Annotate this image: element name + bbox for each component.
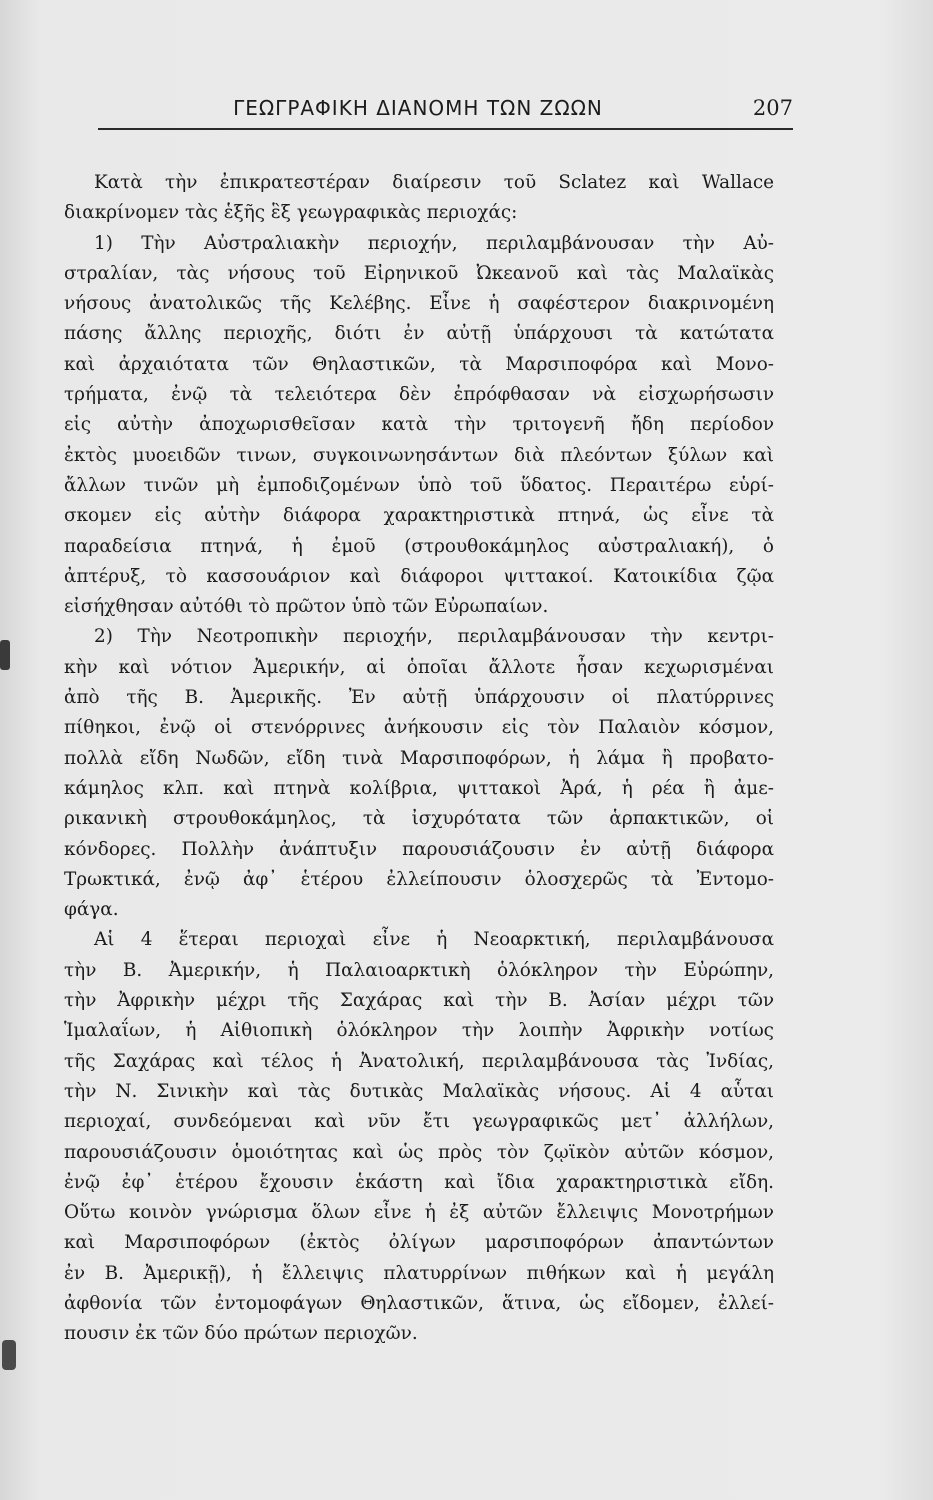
text-line: καὶ Μαρσιποφόρων (ἐκτὸς ὀλίγων μαρσιποφόρων ἀπαντώντων bbox=[64, 1232, 774, 1254]
text-line: πολλὰ εἴδη Νωδῶν, εἴδη τινὰ Μαρσιποφόρων, ἡ λάμα ἢ προβατο- bbox=[64, 747, 774, 769]
text-line: Ἱμαλαΐων, ἡ Αἰθιοπικὴ ὁλόκληρον τὴν λοιπὴν Ἀφρικὴν νοτίως bbox=[64, 1020, 774, 1042]
text-line: εἰς αὐτὴν ἀποχωρισθεῖσαν κατὰ τὴν τριτογενῆ ἤδη περίοδον bbox=[64, 414, 774, 436]
text-line: εἰσήχθησαν αὐτόθι τὸ πρῶτον ὑπὸ τῶν Εὐρωπαίων. bbox=[64, 596, 549, 618]
text-line: Κατὰ τὴν ἐπικρατεστέραν διαίρεσιν τοῦ Sclatez καὶ Wallace bbox=[94, 172, 774, 193]
text-line: τὴν Ἀφρικὴν μέχρι τῆς Σαχάρας καὶ τὴν Β. Ἀσίαν μέχρι τῶν bbox=[64, 990, 774, 1012]
text-line: ἀπτέρυξ, τὸ κασσουάριον καὶ διάφοροι ψιττακοί. Κατοικίδια ζῷα bbox=[64, 565, 774, 587]
text-line: νήσους ἀνατολικῶς τῆς Κελέβης. Εἶνε ἡ σαφέστερον διακρινομένη bbox=[64, 293, 774, 315]
text-line: σκομεν εἰς αὐτὴν διάφορα χαρακτηριστικὰ πτηνά, ὡς εἶνε τὰ bbox=[64, 505, 774, 527]
text-line: ἄλλων τινῶν μὴ ἐμποδιζομένων ὑπὸ τοῦ ὕδατος. Περαιτέρω εὑρί- bbox=[64, 474, 774, 496]
text-line: 1) Τὴν Αὐστραλιακὴν περιοχήν, περιλαμβάνουσαν τὴν Αὐ- bbox=[94, 232, 774, 254]
text-line: κάμηλος κλπ. καὶ πτηνὰ κολίβρια, ψιττακοὶ Ἀρά, ἡ ρέα ἢ ἀμε- bbox=[64, 777, 774, 799]
page-edge-mark bbox=[2, 1340, 16, 1370]
text-line: τὴν Ν. Σινικὴν καὶ τὰς δυτικὰς Μαλαϊκὰς νήσους. Αἱ 4 αὗται bbox=[64, 1080, 774, 1102]
page-number: 207 bbox=[752, 96, 793, 120]
text-line: πουσιν ἐκ τῶν δύο πρώτων περιοχῶν. bbox=[64, 1323, 418, 1345]
text-line: περιοχαί, συνδεόμεναι καὶ νῦν ἔτι γεωγραφικῶς μετ᾽ ἀλλήλων, bbox=[64, 1111, 774, 1133]
text-line: Τρωκτικά, ἐνῷ ἀφ᾽ ἑτέρου ἐλλείπουσιν ὁλοσχερῶς τὰ Ἐντομο- bbox=[64, 868, 774, 890]
header-title: ΓΕΩΓΡΑΦΙΚΗ ΔΙΑΝΟΜΗ ΤΩΝ ΖΩΩΝ bbox=[233, 96, 603, 120]
text-line: πάσης ἄλλης περιοχῆς, διότι ἐν αὐτῇ ὑπάρχουσι τὰ κατώτατα bbox=[64, 323, 774, 345]
header-rule bbox=[98, 128, 793, 130]
text-line: τρήματα, ἐνῷ τὰ τελειότερα δὲν ἐπρόφθασαν νὰ εἰσχωρήσωσιν bbox=[64, 384, 774, 406]
text-line: διακρίνομεν τὰς ἑξῆς ἓξ γεωγραφικὰς περιοχάς: bbox=[64, 202, 518, 224]
text-line: τῆς Σαχάρας καὶ τέλος ἡ Ἀνατολική, περιλαμβάνουσα τὰς Ἰνδίας, bbox=[64, 1050, 774, 1072]
text-line: Οὕτω κοινὸν γνώρισμα ὅλων εἶνε ἡ ἐξ αὐτῶν ἔλλειψις Μονοτρήμων bbox=[64, 1202, 774, 1224]
text-line: παρουσιάζουσιν ὁμοιότητας καὶ ὡς πρὸς τὸν ζῳϊκὸν αὐτῶν κόσμον, bbox=[64, 1141, 774, 1163]
text-line: φάγα. bbox=[64, 899, 119, 921]
text-line: 2) Τὴν Νεοτροπικὴν περιοχήν, περιλαμβάνουσαν τὴν κεντρι- bbox=[94, 626, 774, 648]
text-line: ἐκτὸς μυοειδῶν τινων, συγκοινωνησάντων διὰ πλεόντων ξύλων καὶ bbox=[64, 444, 774, 466]
text-line: Αἱ 4 ἕτεραι περιοχαὶ εἶνε ἡ Νεοαρκτική, περιλαμβάνουσα bbox=[94, 929, 774, 951]
text-line: ἀφθονία τῶν ἐντομοφάγων Θηλαστικῶν, ἅτινα, ὡς εἴδομεν, ἐλλεί- bbox=[64, 1292, 774, 1314]
text-line: καὶ ἀρχαιότατα τῶν Θηλαστικῶν, τὰ Μαρσιποφόρα καὶ Μονο- bbox=[64, 353, 774, 375]
text-line: ἐν Β. Ἀμερικῇ), ἡ ἔλλειψις πλατυρρίνων πιθήκων καὶ ἡ μεγάλη bbox=[64, 1262, 774, 1284]
text-line: τὴν Β. Ἀμερικήν, ἡ Παλαιοαρκτικὴ ὁλόκληρον τὴν Εὐρώπην, bbox=[64, 959, 774, 981]
text-line: κόνδορες. Πολλὴν ἀνάπτυξιν παρουσιάζουσιν ἐν αὐτῇ διάφορα bbox=[64, 838, 774, 860]
text-line: ρικανικὴ στρουθοκάμηλος, τὰ ἰσχυρότατα τῶν ἁρπακτικῶν, οἱ bbox=[64, 808, 774, 830]
text-line: στραλίαν, τὰς νήσους τοῦ Εἰρηνικοῦ Ὠκεανοῦ καὶ τὰς Μαλαϊκὰς bbox=[64, 262, 774, 284]
body-text bbox=[64, 168, 774, 1350]
page-edge-mark bbox=[0, 640, 10, 670]
text-line: ἀπὸ τῆς Β. Ἀμερικῆς. Ἐν αὐτῇ ὑπάρχουσιν οἱ πλατύρρινες bbox=[64, 687, 774, 709]
text-line: πίθηκοι, ἐνῷ οἱ στενόρρινες ἀνήκουσιν εἰς τὸν Παλαιὸν κόσμον, bbox=[64, 717, 774, 739]
text-line: παραδείσια πτηνά, ἡ ἐμοῦ (στρουθοκάμηλος αὐστραλιακή), ὁ bbox=[64, 535, 774, 557]
text-line: ἐνῷ ἐφ᾽ ἑτέρου ἔχουσιν ἑκάστη καὶ ἴδια χαρακτηριστικὰ εἴδη. bbox=[64, 1171, 774, 1193]
text-line: κὴν καὶ νότιον Ἀμερικήν, αἱ ὁποῖαι ἄλλοτε ἦσαν κεχωρισμέναι bbox=[64, 656, 774, 678]
running-header bbox=[98, 96, 798, 128]
